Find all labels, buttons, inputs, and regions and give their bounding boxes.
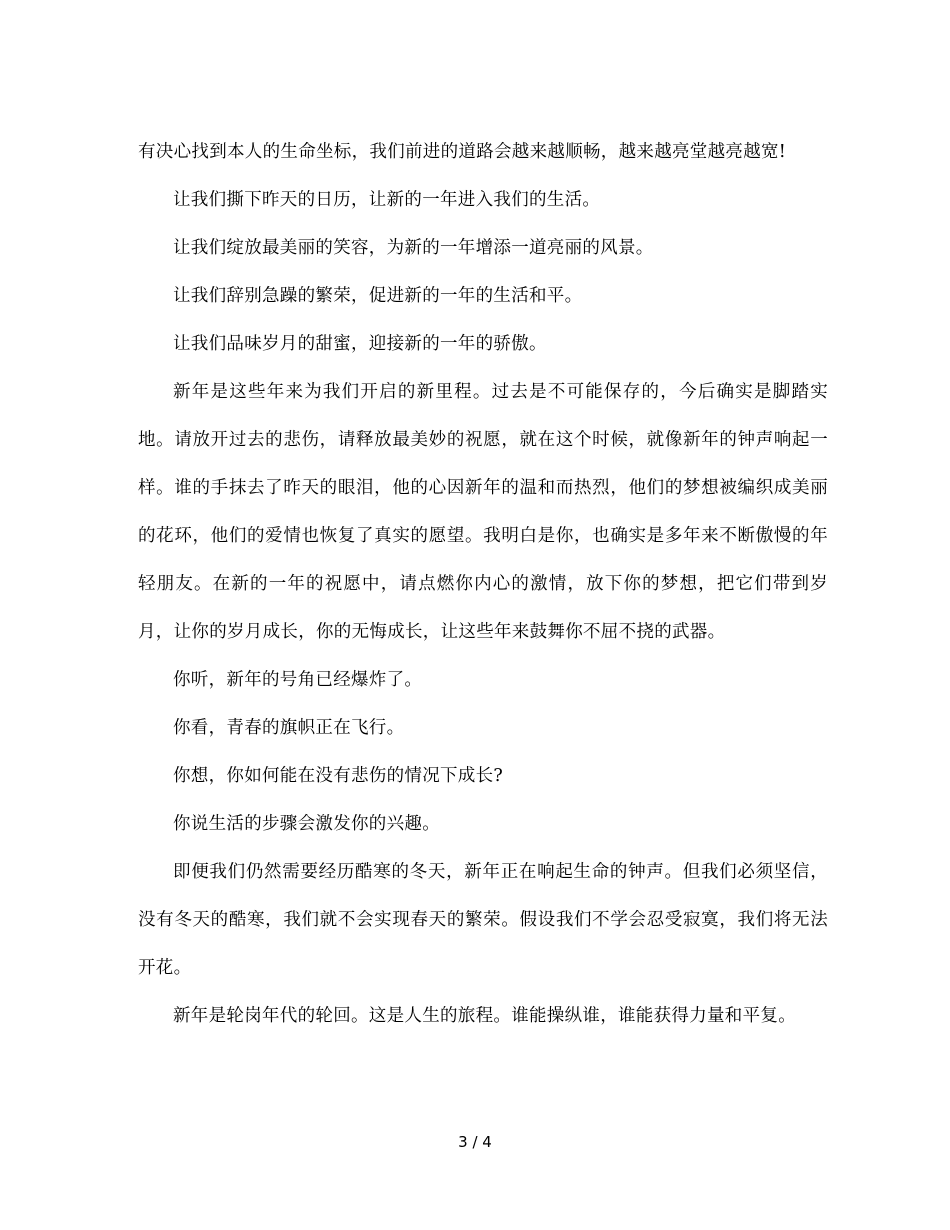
paragraph: 让我们品味岁月的甜蜜，迎接新的一年的骄傲。 bbox=[173, 334, 547, 354]
document-body bbox=[138, 128, 828, 1040]
paragraph: 你看，青春的旗帜正在飞行。 bbox=[173, 718, 405, 738]
paragraph: 让我们绽放最美丽的笑容，为新的一年增添一道亮丽的风景。 bbox=[173, 238, 654, 258]
paragraph: 你想，你如何能在没有悲伤的情况下成长? bbox=[173, 766, 504, 786]
page-number: 3 / 4 bbox=[458, 1133, 492, 1151]
paragraph: 让我们撕下昨天的日历，让新的一年进入我们的生活。 bbox=[173, 190, 601, 210]
paragraph: 即便我们仍然需要经历酷寒的冬天，新年正在响起生命的钟声。但我们必须坚信，没有冬天的酷寒，我们就不会实现春天的繁荣。假设我们不学会忍受寂寞，我们将无法开花。 bbox=[138, 862, 828, 978]
paragraph: 你说生活的步骤会激发你的兴趣。 bbox=[173, 814, 440, 834]
paragraph: 新年是这些年来为我们开启的新里程。过去是不可能保存的，今后确实是脚踏实地。请放开过去的悲伤，请释放最美妙的祝愿，就在这个时候，就像新年的钟声响起一样。谁的手抹去了昨天的眼泪，他的心因新年的温和而热烈，他们的梦想被编织成美丽的花环，他们的爱情也恢复了真实的愿望。我明白是你，也确实是多年来不断傲慢的年轻朋友。在新的一年的祝愿中，请点燃你内心的激情，放下你的梦想，把它们带到岁月，让你的岁月成长，你的无悔成长，让这些年来鼓舞你不屈不挠的武器。 bbox=[138, 382, 828, 642]
paragraph: 有决心找到本人的生命坐标，我们前进的道路会越来越顺畅，越来越亮堂越亮越宽! bbox=[138, 142, 787, 162]
paragraph: 新年是轮岗年代的轮回。这是人生的旅程。谁能操纵谁，谁能获得力量和平复。 bbox=[173, 1006, 796, 1026]
paragraph: 你听，新年的号角已经爆炸了。 bbox=[173, 670, 423, 690]
paragraph: 让我们辞别急躁的繁荣，促进新的一年的生活和平。 bbox=[173, 286, 583, 306]
